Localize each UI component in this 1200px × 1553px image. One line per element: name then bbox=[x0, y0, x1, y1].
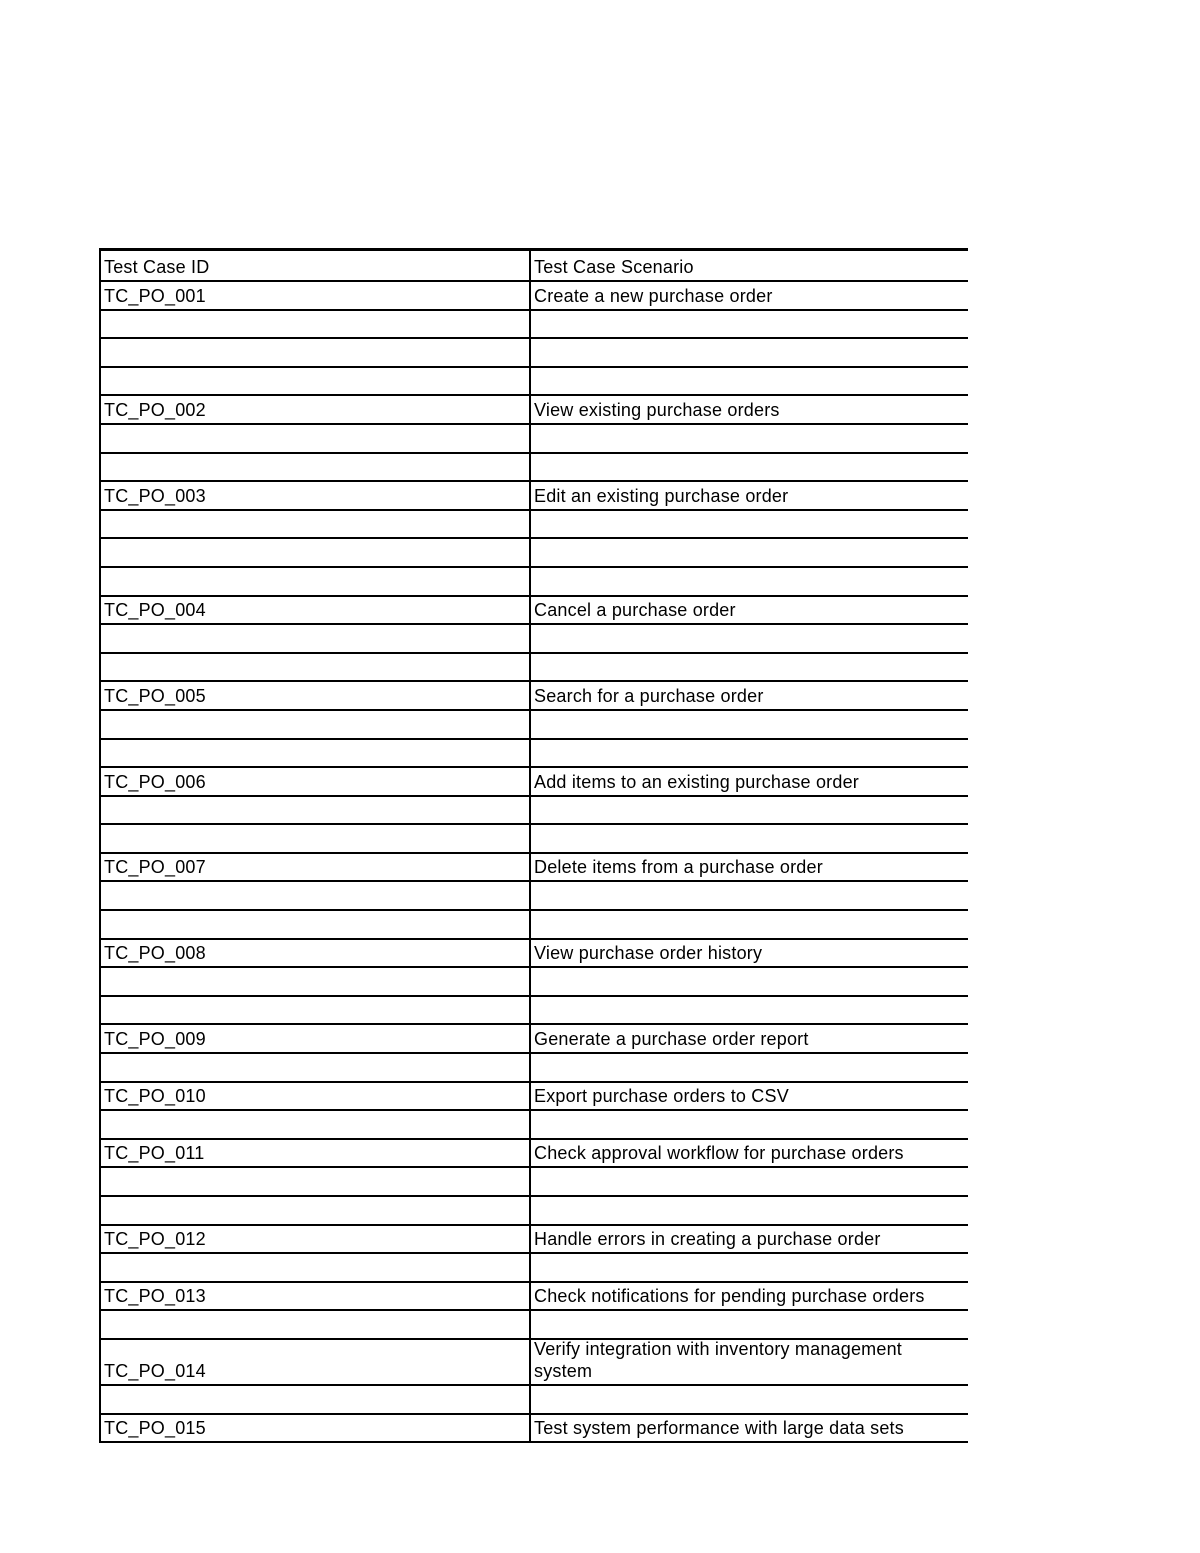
cell-test-case-scenario bbox=[531, 1311, 968, 1338]
table-row bbox=[99, 682, 968, 711]
cell-test-case-scenario bbox=[531, 911, 968, 938]
table-row bbox=[99, 654, 968, 683]
cell-test-case-id bbox=[99, 311, 531, 338]
cell-test-case-id: TC_PO_007 bbox=[99, 854, 531, 881]
table-row bbox=[99, 425, 968, 454]
cell-test-case-id: TC_PO_008 bbox=[99, 940, 531, 967]
cell-test-case-id: TC_PO_009 bbox=[99, 1025, 531, 1052]
cell-test-case-id bbox=[99, 882, 531, 909]
table-row bbox=[99, 1083, 968, 1112]
cell-test-case-scenario bbox=[531, 968, 968, 995]
table-row bbox=[99, 1311, 968, 1340]
cell-test-case-id bbox=[99, 339, 531, 366]
cell-test-case-scenario: Edit an existing purchase order bbox=[534, 485, 789, 506]
cell-test-case-id bbox=[99, 711, 531, 738]
cell-test-case-id: TC_PO_004 bbox=[99, 597, 531, 624]
cell-test-case-id: TC_PO_014 bbox=[99, 1340, 531, 1384]
cell-test-case-id bbox=[99, 1386, 531, 1413]
cell-test-case-id bbox=[99, 654, 531, 681]
table-row bbox=[99, 911, 968, 940]
table-row bbox=[99, 797, 968, 826]
cell-test-case-id bbox=[99, 1254, 531, 1281]
cell-test-case-scenario bbox=[531, 1197, 968, 1224]
table-row bbox=[99, 539, 968, 568]
cell-test-case-scenario bbox=[531, 454, 968, 481]
cell-test-case-scenario: Delete items from a purchase order bbox=[534, 857, 823, 878]
table-row bbox=[99, 1386, 968, 1415]
cell-test-case-id bbox=[99, 1111, 531, 1138]
cell-test-case-id bbox=[99, 539, 531, 566]
cell-test-case-scenario bbox=[531, 1168, 968, 1195]
table-row bbox=[99, 854, 968, 883]
cell-test-case-id bbox=[99, 740, 531, 767]
cell-test-case-scenario bbox=[531, 625, 968, 652]
cell-test-case-scenario bbox=[531, 1386, 968, 1413]
table-row bbox=[99, 1025, 968, 1054]
table-row bbox=[99, 882, 968, 911]
table-header-row bbox=[99, 251, 968, 282]
cell-test-case-scenario: Check notifications for pending purchase orders bbox=[534, 1286, 925, 1307]
table-row bbox=[99, 568, 968, 597]
cell-test-case-id bbox=[99, 968, 531, 995]
table-body bbox=[99, 282, 968, 1443]
cell-test-case-id bbox=[99, 997, 531, 1024]
cell-test-case-id: TC_PO_003 bbox=[99, 482, 531, 509]
cell-test-case-scenario bbox=[531, 568, 968, 595]
cell-test-case-id: TC_PO_002 bbox=[99, 396, 531, 423]
cell-test-case-id bbox=[99, 454, 531, 481]
table-row bbox=[99, 511, 968, 540]
cell-test-case-scenario: Check approval workflow for purchase orders bbox=[534, 1143, 904, 1164]
cell-test-case-scenario: View existing purchase orders bbox=[534, 399, 780, 420]
cell-test-case-id bbox=[99, 511, 531, 538]
header-test-case-id: Test Case ID bbox=[99, 251, 531, 280]
table-row bbox=[99, 1168, 968, 1197]
table-row bbox=[99, 339, 968, 368]
table-row bbox=[99, 711, 968, 740]
cell-test-case-scenario bbox=[531, 1054, 968, 1081]
table-row bbox=[99, 597, 968, 626]
table-row bbox=[99, 940, 968, 969]
cell-test-case-id bbox=[99, 1054, 531, 1081]
cell-test-case-scenario: Handle errors in creating a purchase order bbox=[534, 1229, 881, 1250]
cell-test-case-id: TC_PO_005 bbox=[99, 682, 531, 709]
cell-test-case-id: TC_PO_001 bbox=[99, 282, 531, 309]
cell-test-case-id: TC_PO_010 bbox=[99, 1083, 531, 1110]
table-row bbox=[99, 1254, 968, 1283]
cell-test-case-scenario: Search for a purchase order bbox=[534, 685, 764, 706]
cell-test-case-scenario bbox=[531, 882, 968, 909]
cell-test-case-scenario: Create a new purchase order bbox=[534, 285, 773, 306]
table-row bbox=[99, 454, 968, 483]
table-row bbox=[99, 311, 968, 340]
table-row bbox=[99, 368, 968, 397]
cell-test-case-id bbox=[99, 797, 531, 824]
table-row bbox=[99, 740, 968, 769]
test-case-table bbox=[99, 248, 968, 1443]
table-row bbox=[99, 482, 968, 511]
cell-test-case-id bbox=[99, 825, 531, 852]
cell-test-case-scenario: Add items to an existing purchase order bbox=[534, 771, 859, 792]
cell-test-case-scenario bbox=[531, 1254, 968, 1281]
table-row bbox=[99, 625, 968, 654]
cell-test-case-id: TC_PO_006 bbox=[99, 768, 531, 795]
header-test-case-scenario: Test Case Scenario bbox=[534, 257, 694, 277]
cell-test-case-scenario: Export purchase orders to CSV bbox=[534, 1086, 789, 1107]
cell-test-case-id: TC_PO_015 bbox=[99, 1415, 531, 1442]
cell-test-case-scenario bbox=[531, 654, 968, 681]
cell-test-case-id bbox=[99, 911, 531, 938]
cell-test-case-scenario bbox=[531, 740, 968, 767]
cell-test-case-scenario bbox=[531, 368, 968, 395]
table-row bbox=[99, 1111, 968, 1140]
table-row bbox=[99, 768, 968, 797]
cell-test-case-scenario bbox=[531, 1111, 968, 1138]
cell-test-case-id bbox=[99, 1311, 531, 1338]
table-row bbox=[99, 1197, 968, 1226]
table-row bbox=[99, 1054, 968, 1083]
cell-test-case-id bbox=[99, 368, 531, 395]
cell-test-case-scenario bbox=[531, 711, 968, 738]
table-row bbox=[99, 1340, 968, 1386]
cell-test-case-scenario bbox=[531, 797, 968, 824]
table-row bbox=[99, 968, 968, 997]
cell-test-case-scenario bbox=[531, 511, 968, 538]
cell-test-case-id bbox=[99, 425, 531, 452]
cell-test-case-scenario bbox=[531, 425, 968, 452]
table-row bbox=[99, 1140, 968, 1169]
cell-test-case-scenario: View purchase order history bbox=[534, 943, 763, 964]
cell-test-case-scenario: Cancel a purchase order bbox=[534, 600, 736, 621]
cell-test-case-id bbox=[99, 625, 531, 652]
table-row bbox=[99, 396, 968, 425]
cell-test-case-scenario bbox=[531, 311, 968, 338]
table-row bbox=[99, 997, 968, 1026]
cell-test-case-scenario bbox=[531, 825, 968, 852]
table-row bbox=[99, 282, 968, 311]
cell-test-case-id bbox=[99, 568, 531, 595]
table-row bbox=[99, 825, 968, 854]
cell-test-case-scenario bbox=[531, 539, 968, 566]
cell-test-case-id: TC_PO_011 bbox=[99, 1140, 531, 1167]
table-row bbox=[99, 1283, 968, 1312]
cell-test-case-scenario: Test system performance with large data sets bbox=[534, 1418, 904, 1439]
cell-test-case-scenario bbox=[531, 339, 968, 366]
cell-test-case-scenario bbox=[531, 997, 968, 1024]
cell-test-case-id bbox=[99, 1197, 531, 1224]
table-row bbox=[99, 1415, 968, 1444]
cell-test-case-id bbox=[99, 1168, 531, 1195]
cell-test-case-scenario: Verify integration with inventory management system bbox=[534, 1338, 902, 1381]
cell-test-case-scenario: Generate a purchase order report bbox=[534, 1029, 809, 1050]
table-row bbox=[99, 1226, 968, 1255]
cell-test-case-id: TC_PO_012 bbox=[99, 1226, 531, 1253]
cell-test-case-id: TC_PO_013 bbox=[99, 1283, 531, 1310]
